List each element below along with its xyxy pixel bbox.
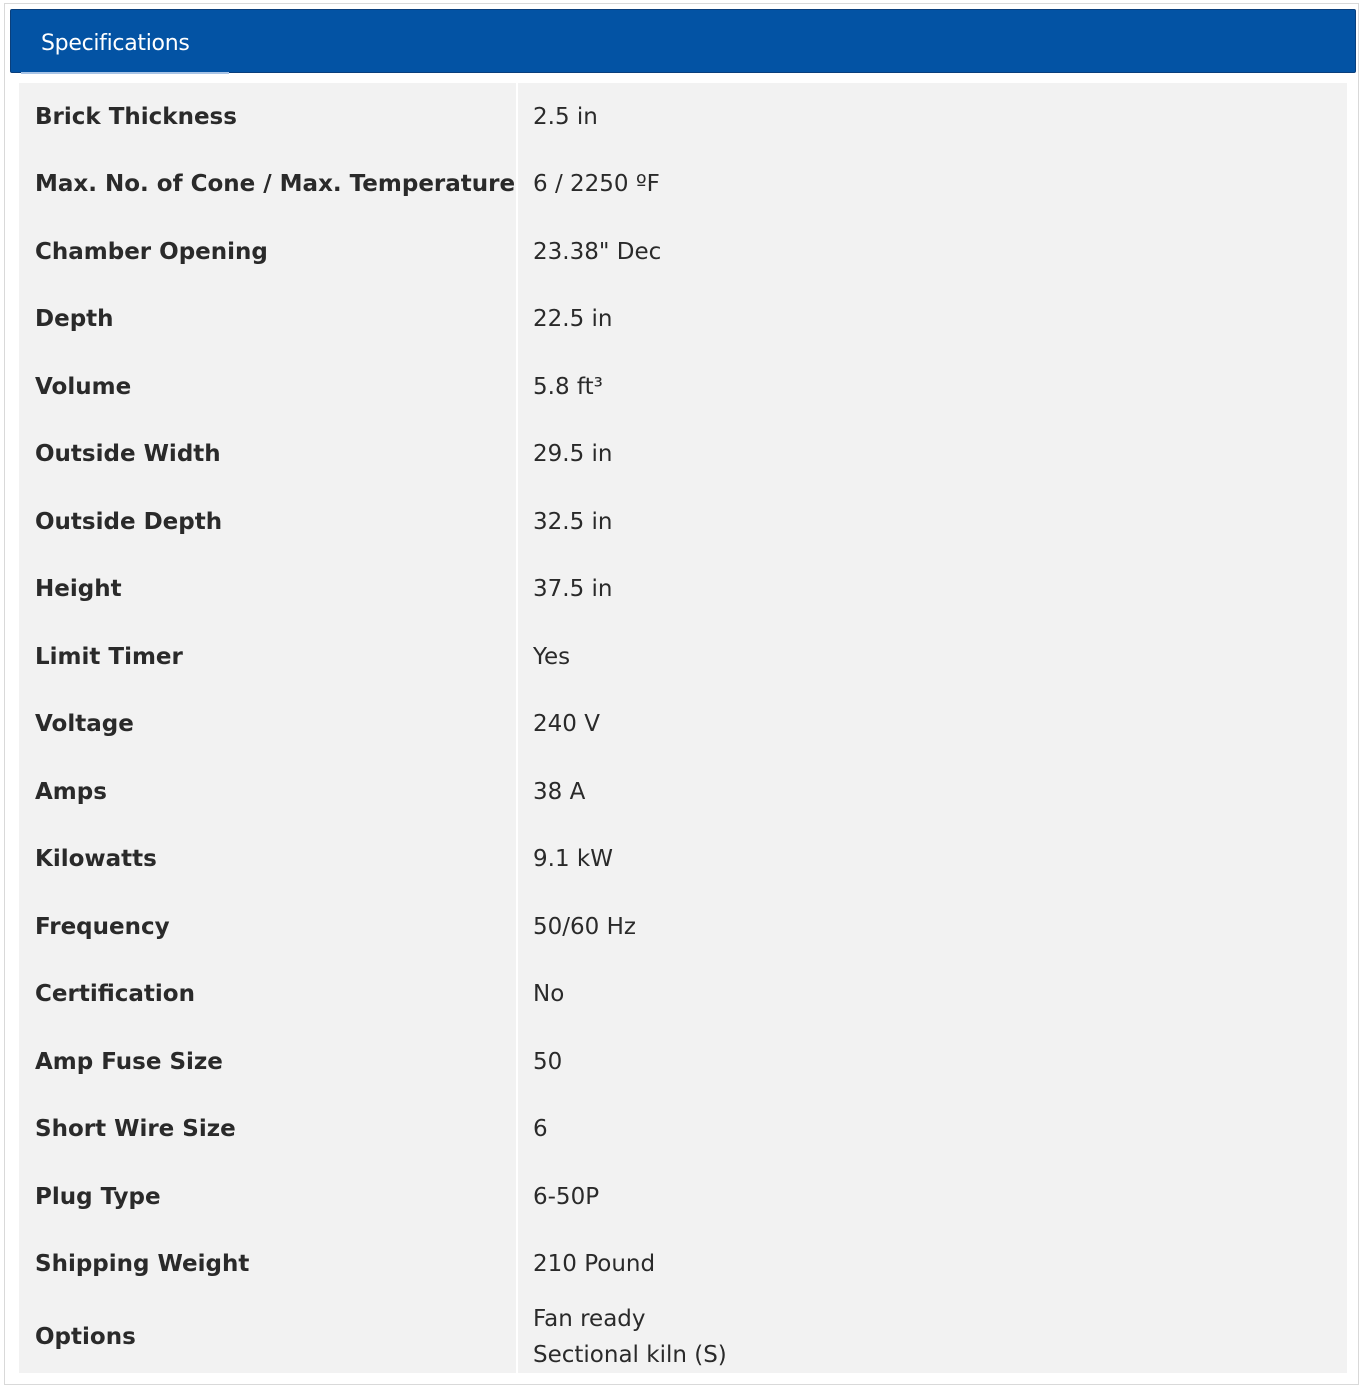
spec-label: Short Wire Size (35, 1116, 236, 1143)
spec-value: 29.5 in (533, 441, 613, 468)
spec-label: Max. No. of Cone / Max. Temperature (35, 171, 516, 198)
spec-label: Amp Fuse Size (35, 1048, 223, 1075)
spec-label: Shipping Weight (35, 1251, 250, 1278)
spec-label: Brick Thickness (35, 103, 237, 130)
spec-label: Frequency (35, 913, 170, 940)
spec-value: 240 V (533, 711, 600, 738)
spec-label: Amps (35, 778, 107, 805)
spec-label: Height (35, 576, 122, 603)
spec-value: 210 Pound (533, 1251, 656, 1278)
spec-row-certification (19, 961, 1347, 1029)
spec-row-kilowatts (19, 826, 1347, 894)
panel-title: Specifications (41, 31, 190, 56)
spec-label: Chamber Opening (35, 238, 268, 265)
spec-value: 50/60 Hz (533, 913, 636, 940)
spec-label: Outside Width (35, 441, 221, 468)
active-tab-indicator (21, 72, 229, 74)
spec-row-outside-width (19, 421, 1347, 489)
spec-row-frequency (19, 893, 1347, 961)
spec-row-voltage (19, 691, 1347, 759)
spec-row-amps (19, 758, 1347, 826)
spec-row-max-cone-temperature (19, 151, 1347, 219)
spec-row-chamber-opening (19, 218, 1347, 286)
spec-value: Yes (533, 643, 571, 670)
spec-row-volume (19, 353, 1347, 421)
spec-label: Volume (35, 373, 132, 400)
spec-row-options (19, 1297, 1347, 1377)
spec-label: Plug Type (35, 1183, 161, 1210)
spec-value: 50 (533, 1048, 563, 1075)
spec-row-limit-timer (19, 623, 1347, 691)
spec-label: Certification (35, 981, 195, 1008)
spec-row-short-wire-size (19, 1096, 1347, 1164)
spec-value: No (533, 981, 565, 1008)
option-item: Sectional kiln (S) (533, 1342, 727, 1368)
spec-label: Kilowatts (35, 846, 157, 873)
spec-value: 6-50P (533, 1183, 600, 1210)
spec-label: Depth (35, 306, 114, 333)
option-item: Fan ready (533, 1306, 646, 1332)
spec-row-height (19, 556, 1347, 624)
spec-value: 6 (533, 1116, 548, 1143)
spec-row-brick-thickness (19, 83, 1347, 151)
spec-value: 32.5 in (533, 508, 613, 535)
spec-value: 22.5 in (533, 306, 613, 333)
spec-value: 9.1 kW (533, 846, 613, 873)
spec-value: 5.8 ft³ (533, 373, 603, 400)
spec-row-plug-type (19, 1163, 1347, 1231)
spec-row-outside-depth (19, 488, 1347, 556)
spec-row-depth (19, 286, 1347, 354)
spec-value: 2.5 in (533, 103, 598, 130)
specifications-table (19, 83, 1347, 1373)
spec-value: 37.5 in (533, 576, 613, 603)
spec-value: 6 / 2250 ºF (533, 171, 660, 198)
spec-label: Options (35, 1324, 136, 1350)
spec-value-list (533, 1297, 727, 1377)
spec-value: 23.38" Dec (533, 238, 662, 265)
spec-label: Voltage (35, 711, 134, 738)
spec-label: Outside Depth (35, 508, 223, 535)
specifications-header[interactable] (10, 9, 1356, 73)
spec-label: Limit Timer (35, 643, 183, 670)
spec-row-shipping-weight (19, 1231, 1347, 1299)
spec-row-amp-fuse-size (19, 1028, 1347, 1096)
spec-value: 38 A (533, 778, 586, 805)
